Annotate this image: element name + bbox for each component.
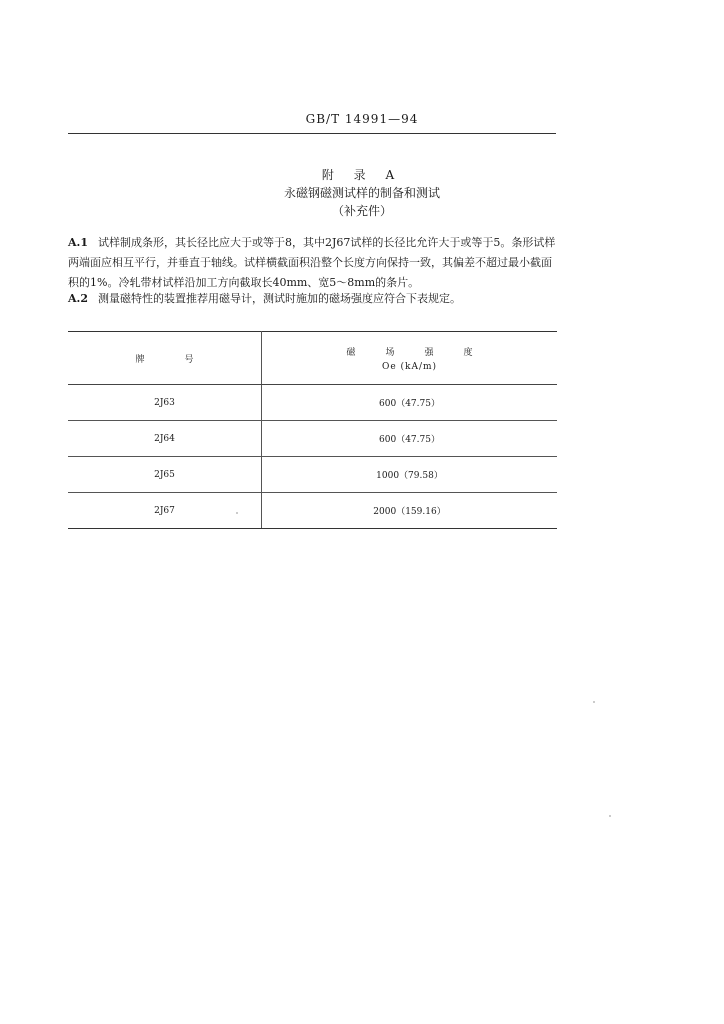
clause-text: 试样制成条形，其长径比应大于或等于8，其中2J67试样的长径比允许大于或等于5。条形试样两端面应相互平行，并垂直于轴线。试样横截面积沿整个长度方向保持一致，其偏差不超过最小截面积的1%。冷轧带材试样沿加工方向截取长40mm、宽5～8mm的条片。 <box>68 236 556 289</box>
clause-number: A.1 <box>68 236 89 249</box>
cell-grade: 2J67 <box>68 493 262 529</box>
cell-field: 600（47.75） <box>262 421 558 457</box>
cell-field: 600（47.75） <box>262 385 558 421</box>
header-field-unit: Oe (kA/m) <box>381 361 438 372</box>
cell-grade: 2J65 <box>68 457 262 493</box>
header-grade <box>68 332 262 385</box>
standard-number: GB/T 14991—94 <box>305 112 419 126</box>
scan-speck <box>236 512 238 514</box>
scan-speck <box>609 815 611 817</box>
clause-text: 测量磁特性的装置推荐用磁导计，测试时施加的磁场强度应符合下表规定。 <box>98 292 461 305</box>
cell-grade: 2J64 <box>68 421 262 457</box>
header-field-label: 磁场强度 <box>346 347 503 358</box>
cell-field: 1000（79.58） <box>262 457 558 493</box>
table-row <box>68 421 557 457</box>
magnetic-field-table <box>68 331 557 529</box>
appendix-note: （补充件） <box>331 204 392 218</box>
scan-speck <box>593 701 595 703</box>
cell-grade: 2J63 <box>68 385 262 421</box>
clause-a2 <box>68 289 558 309</box>
clause-number: A.2 <box>68 292 89 305</box>
table-row <box>68 385 557 421</box>
appendix-title: 附 录 A <box>321 168 403 182</box>
header-rule <box>68 133 556 134</box>
clause-a1 <box>68 233 558 293</box>
table-row <box>68 457 557 493</box>
appendix-subtitle: 永磁钢磁测试样的制备和测试 <box>283 186 440 200</box>
header-grade-label: 牌号 <box>135 354 234 365</box>
table-header-row <box>68 332 557 385</box>
header-field <box>262 332 558 385</box>
cell-field: 2000（159.16） <box>262 493 558 529</box>
table-row <box>68 493 557 529</box>
